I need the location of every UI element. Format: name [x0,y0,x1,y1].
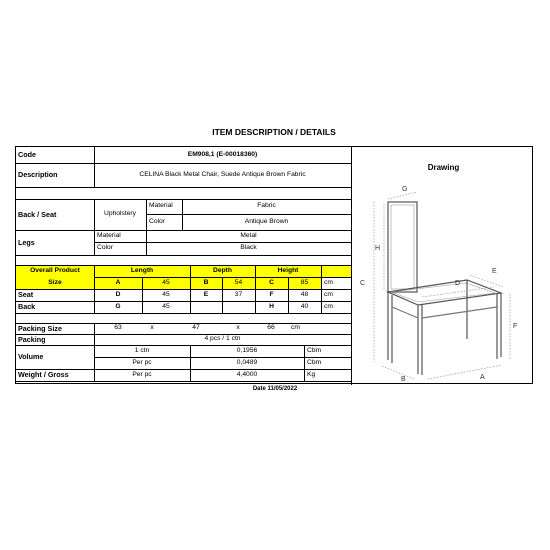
label-a: A [480,374,485,381]
back-seat-material-label: Material [149,202,173,210]
packing-width: 47 [192,324,200,332]
legs-color-label: Color [97,244,113,252]
packing-x2: x [236,324,240,332]
back-seat-color-label: Color [149,217,165,225]
legs-material-value: Metal [240,231,257,239]
weight-value: 4,4000 [236,370,258,378]
description-value: CELINA Black Metal Chair, Suede Antique Brown Fabric [139,170,306,178]
dim-value-d: 45 [162,290,170,298]
overall-size-header: Overall Product [16,265,94,277]
dim-key-d: D [115,290,121,298]
volume-unit-2: Cbm [307,358,322,366]
dim-key-c: C [255,277,288,289]
back-seat-material-value: Fabric [257,202,276,210]
label-d: D [455,280,461,287]
label-h: H [375,245,381,252]
depth-header: Depth [190,265,255,277]
packing-height: 66 [267,324,275,332]
label-b: B [401,376,406,383]
volume-desc-2: Per pc [132,358,152,366]
code-label: Code [18,150,36,160]
document-date: Date 11/05/2022 [252,386,298,392]
packing-size-label: Packing Size [18,323,62,333]
packing-unit: cm [291,324,300,332]
dim-value-c: 85 [288,277,321,289]
packing-length: 63 [114,324,122,332]
dim-value-h: 40 [300,302,309,310]
dim-unit-row1: cm [324,278,333,286]
overall-size-label: Size [16,277,94,289]
packing-label: Packing [18,334,46,344]
dim-key-f: F [269,290,274,298]
dim-value-e: 37 [234,290,243,298]
unit-header-blank [321,265,351,277]
packing-value: 4 pcs / 1 ctn [204,335,241,343]
dim-unit-row2: cm [324,290,333,298]
back-label: Back [18,302,36,312]
volume-value-1: 0,1956 [236,346,258,354]
label-f: F [513,323,518,330]
drawing-title: Drawing [427,163,460,172]
legs-label: Legs [18,237,35,247]
label-g: G [402,186,408,193]
code-value: EM908,1 (E-00018360) [187,150,258,158]
volume-desc-1: 1 ctn [134,346,150,354]
details-table [16,147,351,385]
dim-key-g: G [115,302,121,310]
dim-key-a: A [94,277,142,289]
dim-value-b: 54 [222,277,255,289]
dim-value-a: 45 [142,277,190,289]
spec-sheet [15,146,533,384]
chair-drawing [352,147,535,385]
dim-key-h: H [269,302,274,310]
weight-desc: Per pc [132,370,152,378]
dim-key-e: E [203,290,209,298]
packing-x1: x [150,324,154,332]
label-c: C [360,280,366,287]
back-seat-color-value: Antique Brown [244,217,289,225]
back-seat-label: Back / Seat [18,209,57,219]
dim-value-f: 48 [300,290,309,298]
legs-color-value: Black [240,244,257,252]
seat-label: Seat [18,290,34,300]
dim-value-g: 45 [162,302,170,310]
upholstery-label: Upholstery [104,210,136,218]
legs-material-label: Material [97,231,121,239]
height-header: Height [255,265,321,277]
document-title: ITEM DESCRIPTION / DETAILS [212,127,336,137]
volume-label: Volume [18,352,44,362]
length-header: Length [94,265,190,277]
label-e: E [492,268,497,275]
description-label: Description [18,170,58,180]
volume-value-2: 0,0489 [236,358,258,366]
drawing-panel [351,147,534,385]
dim-unit-row3: cm [324,302,333,310]
volume-unit-1: Cbm [307,346,322,354]
weight-unit: Kg [307,370,316,378]
dim-key-b: B [190,277,222,289]
weight-label: Weight / Gross [18,370,69,380]
